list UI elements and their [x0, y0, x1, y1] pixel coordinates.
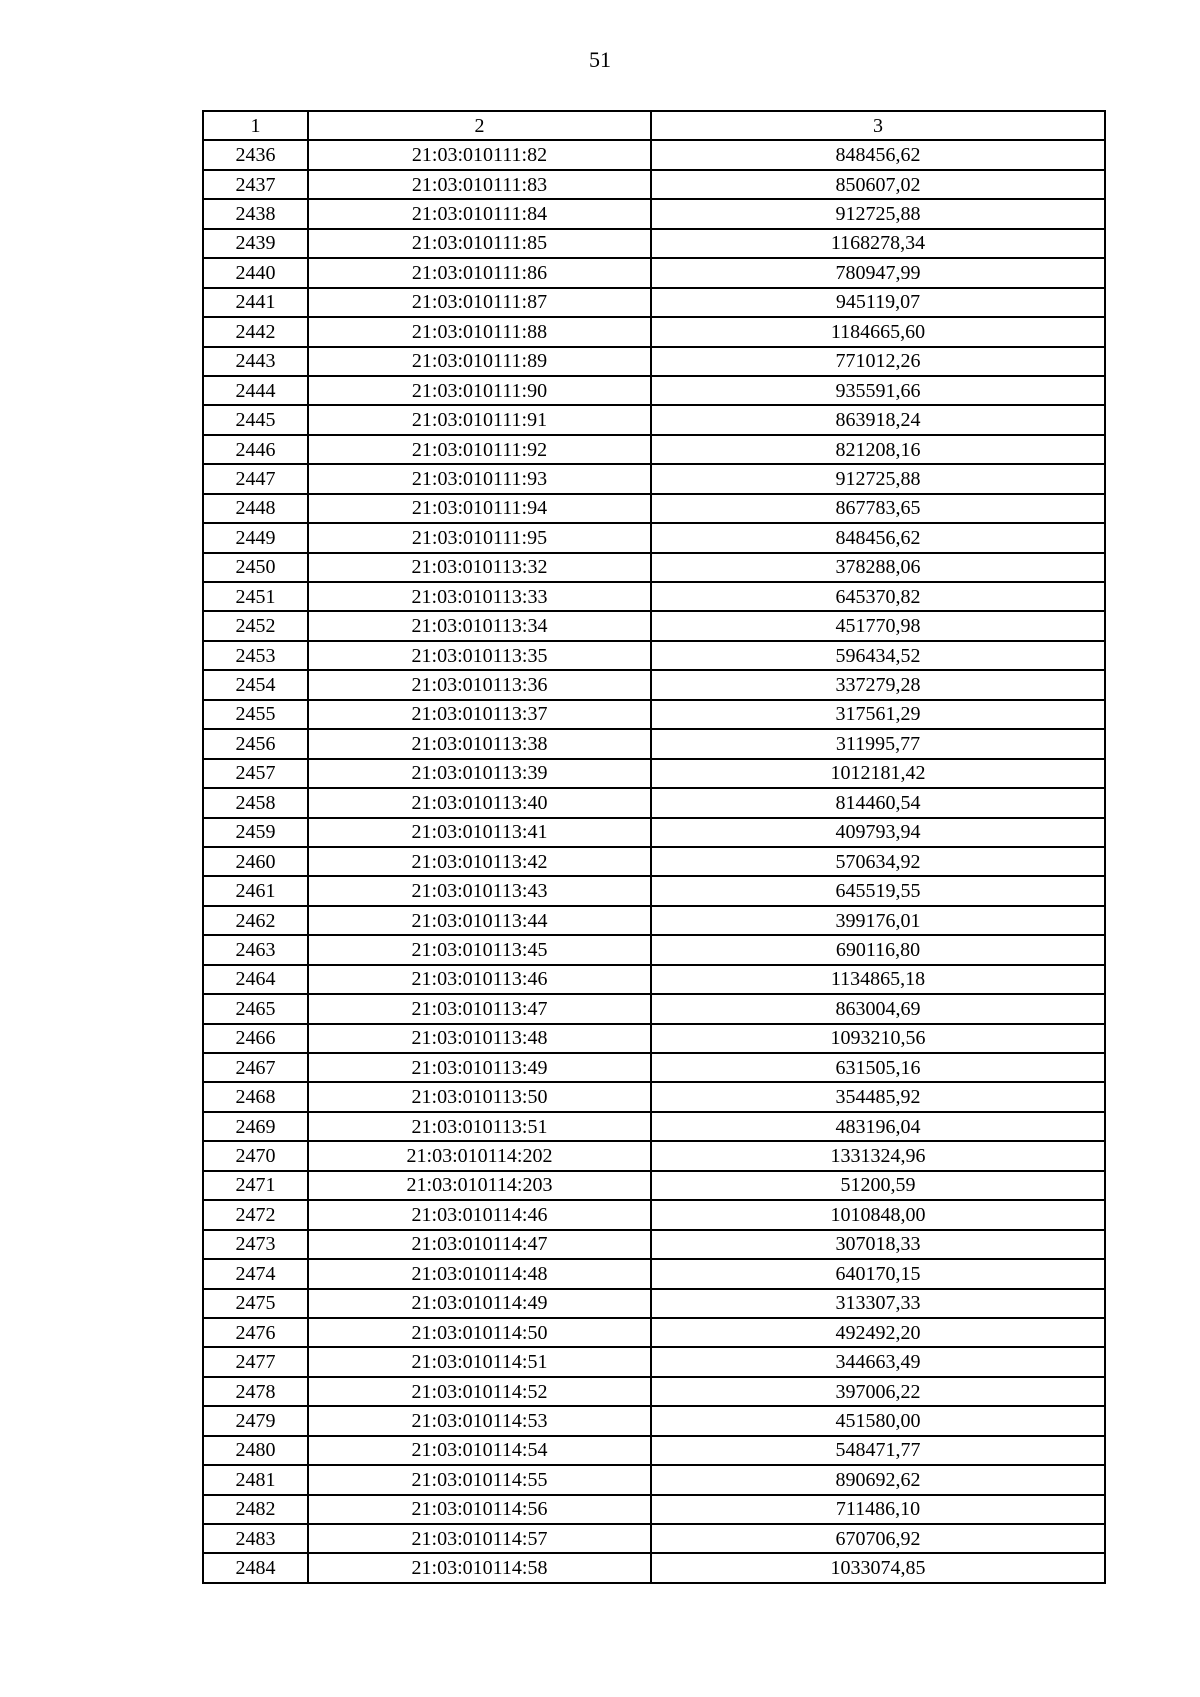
cell-cadastral-number: 21:03:010111:94: [308, 494, 651, 523]
cell-value: 397006,22: [651, 1377, 1105, 1406]
cell-cadastral-number: 21:03:010114:51: [308, 1347, 651, 1376]
cell-value: 409793,94: [651, 818, 1105, 847]
cell-cadastral-number: 21:03:010113:35: [308, 641, 651, 670]
cell-value: 344663,49: [651, 1347, 1105, 1376]
cell-value: 890692,62: [651, 1465, 1105, 1494]
cell-number: 2457: [203, 759, 308, 788]
cell-cadastral-number: 21:03:010113:51: [308, 1112, 651, 1141]
cell-value: 912725,88: [651, 464, 1105, 493]
cell-number: 2436: [203, 140, 308, 169]
header-row: [203, 111, 1105, 140]
cell-cadastral-number: 21:03:010113:46: [308, 965, 651, 994]
table-row: [203, 523, 1105, 552]
cell-number: 2459: [203, 818, 308, 847]
table-row: [203, 788, 1105, 817]
table-row: [203, 464, 1105, 493]
cell-number: 2466: [203, 1024, 308, 1053]
cell-cadastral-number: 21:03:010111:92: [308, 435, 651, 464]
cell-number: 2456: [203, 729, 308, 758]
cell-cadastral-number: 21:03:010113:45: [308, 935, 651, 964]
table-row: [203, 935, 1105, 964]
cell-cadastral-number: 21:03:010113:33: [308, 582, 651, 611]
cell-cadastral-number: 21:03:010114:48: [308, 1259, 651, 1288]
cell-number: 2462: [203, 906, 308, 935]
cell-number: 2449: [203, 523, 308, 552]
cell-number: 2461: [203, 876, 308, 905]
table-row: [203, 1053, 1105, 1082]
cell-cadastral-number: 21:03:010114:56: [308, 1495, 651, 1524]
table-row: [203, 405, 1105, 434]
cell-number: 2475: [203, 1289, 308, 1318]
table-row: [203, 1082, 1105, 1111]
table-row: [203, 670, 1105, 699]
cell-value: 451770,98: [651, 611, 1105, 640]
table-row: [203, 818, 1105, 847]
table-row: [203, 611, 1105, 640]
cell-value: 1010848,00: [651, 1200, 1105, 1229]
cell-value: 935591,66: [651, 376, 1105, 405]
cell-value: 711486,10: [651, 1495, 1105, 1524]
table-row: [203, 494, 1105, 523]
table-row: [203, 1259, 1105, 1288]
cell-value: 912725,88: [651, 199, 1105, 228]
table-row: [203, 1553, 1105, 1582]
cell-value: 1093210,56: [651, 1024, 1105, 1053]
cadastral-value-table: [202, 110, 1106, 1584]
cell-number: 2443: [203, 347, 308, 376]
cell-value: 848456,62: [651, 523, 1105, 552]
cell-number: 2446: [203, 435, 308, 464]
cell-cadastral-number: 21:03:010113:39: [308, 759, 651, 788]
cell-value: 814460,54: [651, 788, 1105, 817]
cell-cadastral-number: 21:03:010111:82: [308, 140, 651, 169]
table-row: [203, 1406, 1105, 1435]
cell-cadastral-number: 21:03:010114:203: [308, 1171, 651, 1200]
cell-cadastral-number: 21:03:010113:50: [308, 1082, 651, 1111]
cell-number: 2464: [203, 965, 308, 994]
table-row: [203, 229, 1105, 258]
cell-value: 771012,26: [651, 347, 1105, 376]
cell-cadastral-number: 21:03:010113:41: [308, 818, 651, 847]
cell-number: 2469: [203, 1112, 308, 1141]
cell-value: 1168278,34: [651, 229, 1105, 258]
cell-number: 2438: [203, 199, 308, 228]
cell-value: 307018,33: [651, 1230, 1105, 1259]
cell-number: 2444: [203, 376, 308, 405]
table-row: [203, 288, 1105, 317]
cell-cadastral-number: 21:03:010111:89: [308, 347, 651, 376]
cell-cadastral-number: 21:03:010111:83: [308, 170, 651, 199]
cell-value: 631505,16: [651, 1053, 1105, 1082]
table-row: [203, 1230, 1105, 1259]
cell-cadastral-number: 21:03:010111:90: [308, 376, 651, 405]
cell-cadastral-number: 21:03:010111:88: [308, 317, 651, 346]
cell-value: 645519,55: [651, 876, 1105, 905]
cell-cadastral-number: 21:03:010111:84: [308, 199, 651, 228]
table-row: [203, 729, 1105, 758]
cell-number: 2477: [203, 1347, 308, 1376]
cell-cadastral-number: 21:03:010114:55: [308, 1465, 651, 1494]
cell-value: 1012181,42: [651, 759, 1105, 788]
cell-number: 2470: [203, 1141, 308, 1170]
cell-number: 2476: [203, 1318, 308, 1347]
cell-value: 570634,92: [651, 847, 1105, 876]
cell-value: 492492,20: [651, 1318, 1105, 1347]
cell-number: 2468: [203, 1082, 308, 1111]
cell-number: 2442: [203, 317, 308, 346]
cell-value: 780947,99: [651, 258, 1105, 287]
cell-number: 2458: [203, 788, 308, 817]
cell-cadastral-number: 21:03:010113:32: [308, 553, 651, 582]
cell-number: 2471: [203, 1171, 308, 1200]
table-row: [203, 641, 1105, 670]
table-row: [203, 847, 1105, 876]
cell-value: 313307,33: [651, 1289, 1105, 1318]
cell-number: 2479: [203, 1406, 308, 1435]
table-row: [203, 1024, 1105, 1053]
cell-number: 2482: [203, 1495, 308, 1524]
cell-cadastral-number: 21:03:010113:38: [308, 729, 651, 758]
table-row: [203, 1200, 1105, 1229]
table-row: [203, 199, 1105, 228]
table-row: [203, 1524, 1105, 1553]
cell-number: 2453: [203, 641, 308, 670]
table-row: [203, 1171, 1105, 1200]
cell-value: 670706,92: [651, 1524, 1105, 1553]
table-header: [203, 111, 1105, 140]
table-row: [203, 347, 1105, 376]
table-row: [203, 1289, 1105, 1318]
table-row: [203, 170, 1105, 199]
cell-value: 863918,24: [651, 405, 1105, 434]
cell-cadastral-number: 21:03:010111:86: [308, 258, 651, 287]
table-row: [203, 700, 1105, 729]
cell-cadastral-number: 21:03:010114:46: [308, 1200, 651, 1229]
table-row: [203, 965, 1105, 994]
column-header-number: 1: [203, 111, 308, 140]
cell-cadastral-number: 21:03:010114:52: [308, 1377, 651, 1406]
table-row: [203, 1112, 1105, 1141]
cell-number: 2439: [203, 229, 308, 258]
cell-number: 2441: [203, 288, 308, 317]
table-row: [203, 553, 1105, 582]
cell-value: 596434,52: [651, 641, 1105, 670]
table-row: [203, 582, 1105, 611]
cell-cadastral-number: 21:03:010114:49: [308, 1289, 651, 1318]
cell-number: 2437: [203, 170, 308, 199]
cell-number: 2481: [203, 1465, 308, 1494]
cell-value: 867783,65: [651, 494, 1105, 523]
cell-number: 2445: [203, 405, 308, 434]
cell-number: 2473: [203, 1230, 308, 1259]
cell-value: 483196,04: [651, 1112, 1105, 1141]
table-row: [203, 994, 1105, 1023]
cell-number: 2452: [203, 611, 308, 640]
cell-number: 2447: [203, 464, 308, 493]
cell-cadastral-number: 21:03:010113:36: [308, 670, 651, 699]
cell-number: 2460: [203, 847, 308, 876]
cell-cadastral-number: 21:03:010114:58: [308, 1553, 651, 1582]
cell-value: 1331324,96: [651, 1141, 1105, 1170]
cell-number: 2463: [203, 935, 308, 964]
cell-value: 317561,29: [651, 700, 1105, 729]
table-row: [203, 1141, 1105, 1170]
cell-cadastral-number: 21:03:010113:48: [308, 1024, 651, 1053]
cell-number: 2465: [203, 994, 308, 1023]
cell-value: 645370,82: [651, 582, 1105, 611]
cell-cadastral-number: 21:03:010113:47: [308, 994, 651, 1023]
cell-number: 2455: [203, 700, 308, 729]
cell-cadastral-number: 21:03:010114:47: [308, 1230, 651, 1259]
cell-value: 378288,06: [651, 553, 1105, 582]
table-row: [203, 1495, 1105, 1524]
cell-value: 451580,00: [651, 1406, 1105, 1435]
cell-cadastral-number: 21:03:010113:49: [308, 1053, 651, 1082]
cell-cadastral-number: 21:03:010113:34: [308, 611, 651, 640]
cell-cadastral-number: 21:03:010114:57: [308, 1524, 651, 1553]
table-row: [203, 1436, 1105, 1465]
table-row: [203, 258, 1105, 287]
table-row: [203, 140, 1105, 169]
cell-number: 2472: [203, 1200, 308, 1229]
cell-cadastral-number: 21:03:010111:87: [308, 288, 651, 317]
cell-value: 850607,02: [651, 170, 1105, 199]
cell-value: 337279,28: [651, 670, 1105, 699]
cell-value: 1134865,18: [651, 965, 1105, 994]
table-row: [203, 906, 1105, 935]
column-header-value: 3: [651, 111, 1105, 140]
cell-number: 2448: [203, 494, 308, 523]
cell-value: 1184665,60: [651, 317, 1105, 346]
cell-value: 848456,62: [651, 140, 1105, 169]
cell-cadastral-number: 21:03:010114:50: [308, 1318, 651, 1347]
table-body: [203, 140, 1105, 1582]
cell-cadastral-number: 21:03:010113:37: [308, 700, 651, 729]
cell-cadastral-number: 21:03:010111:91: [308, 405, 651, 434]
table-row: [203, 1465, 1105, 1494]
cell-number: 2478: [203, 1377, 308, 1406]
table-row: [203, 876, 1105, 905]
cell-cadastral-number: 21:03:010113:40: [308, 788, 651, 817]
cell-value: 399176,01: [651, 906, 1105, 935]
cell-value: 1033074,85: [651, 1553, 1105, 1582]
cell-number: 2480: [203, 1436, 308, 1465]
page-number: 51: [589, 47, 611, 72]
cell-value: 51200,59: [651, 1171, 1105, 1200]
cell-number: 2451: [203, 582, 308, 611]
cell-value: 640170,15: [651, 1259, 1105, 1288]
cell-value: 548471,77: [651, 1436, 1105, 1465]
cell-number: 2454: [203, 670, 308, 699]
cell-value: 690116,80: [651, 935, 1105, 964]
cell-cadastral-number: 21:03:010111:95: [308, 523, 651, 552]
table-row: [203, 759, 1105, 788]
cell-number: 2483: [203, 1524, 308, 1553]
table-row: [203, 1318, 1105, 1347]
table-row: [203, 1347, 1105, 1376]
cell-value: 354485,92: [651, 1082, 1105, 1111]
cell-cadastral-number: 21:03:010114:54: [308, 1436, 651, 1465]
column-header-cadastral-number: 2: [308, 111, 651, 140]
cell-value: 311995,77: [651, 729, 1105, 758]
cell-number: 2484: [203, 1553, 308, 1582]
cell-number: 2440: [203, 258, 308, 287]
cell-number: 2474: [203, 1259, 308, 1288]
cell-cadastral-number: 21:03:010114:202: [308, 1141, 651, 1170]
cell-cadastral-number: 21:03:010111:85: [308, 229, 651, 258]
cell-cadastral-number: 21:03:010113:44: [308, 906, 651, 935]
table-row: [203, 435, 1105, 464]
cell-number: 2467: [203, 1053, 308, 1082]
cell-value: 821208,16: [651, 435, 1105, 464]
cell-cadastral-number: 21:03:010113:42: [308, 847, 651, 876]
table-row: [203, 376, 1105, 405]
cell-cadastral-number: 21:03:010114:53: [308, 1406, 651, 1435]
table-row: [203, 1377, 1105, 1406]
cell-value: 945119,07: [651, 288, 1105, 317]
cell-cadastral-number: 21:03:010111:93: [308, 464, 651, 493]
cell-value: 863004,69: [651, 994, 1105, 1023]
cell-number: 2450: [203, 553, 308, 582]
cell-cadastral-number: 21:03:010113:43: [308, 876, 651, 905]
table-row: [203, 317, 1105, 346]
